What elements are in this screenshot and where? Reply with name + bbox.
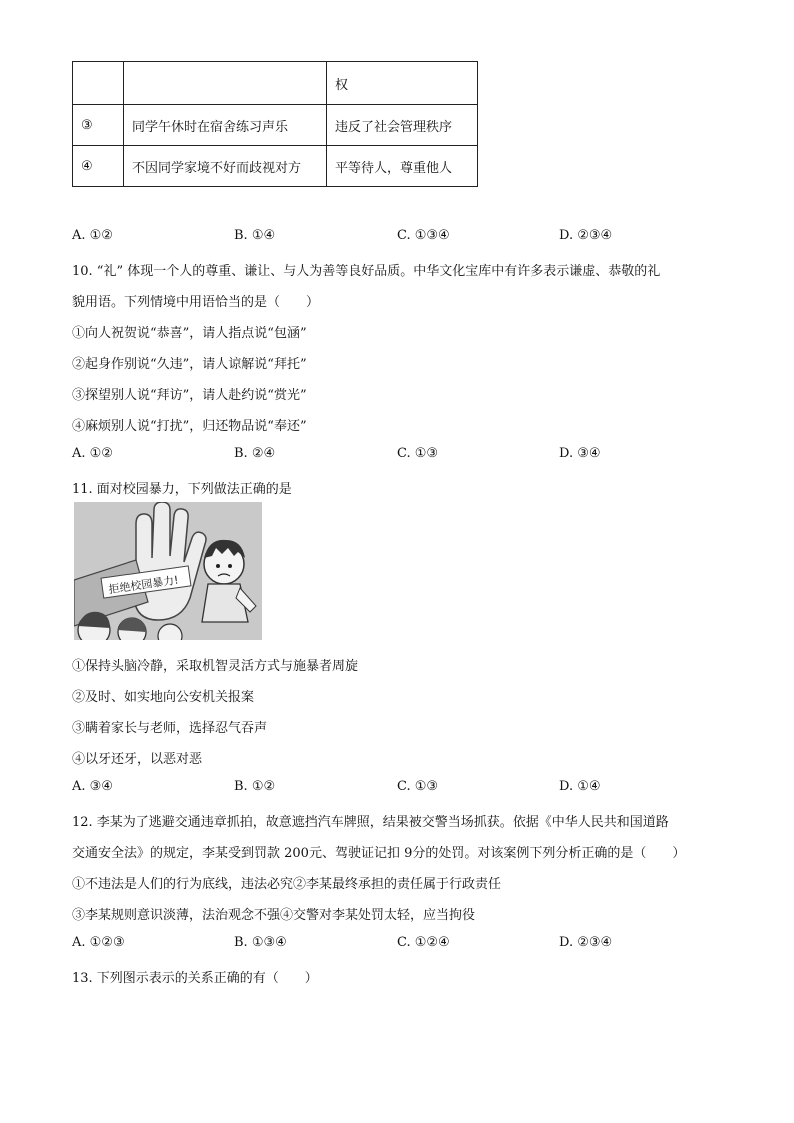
- q9-options: [72, 228, 722, 246]
- q11-options: [72, 779, 722, 797]
- option-c[interactable]: C. ①③: [397, 779, 439, 794]
- option-d[interactable]: D. ③④: [559, 446, 601, 461]
- q12-items-line2: ③李某规则意识淡薄，法治观念不强④交警对李某处罚太轻，应当拘役: [72, 908, 476, 923]
- option-a[interactable]: A. ①②: [72, 446, 113, 461]
- option-b[interactable]: B. ①④: [234, 228, 276, 243]
- option-c[interactable]: C. ①③: [397, 446, 439, 461]
- q11-item-4: ④以牙还牙，以恶对恶: [72, 752, 203, 767]
- question-table: [72, 61, 478, 187]
- q12-stem-line2: 交通安全法》的规定，李某受到罚款 200元、驾驶证记扣 9分的处罚。对该案例下列分析正确的是（ ）: [72, 846, 686, 861]
- q13-stem: 13. 下列图示表示的关系正确的有（ ）: [72, 971, 318, 986]
- option-d[interactable]: D. ②③④: [559, 935, 613, 950]
- anti-bullying-illustration: [74, 502, 262, 640]
- q10-options: [72, 446, 722, 464]
- q12-options: [72, 935, 722, 953]
- option-a[interactable]: A. ①②: [72, 228, 113, 243]
- q11-item-2: ②及时、如实地向公安机关报案: [72, 690, 255, 705]
- option-c[interactable]: C. ①②④: [397, 935, 450, 950]
- option-a[interactable]: A. ①②③: [72, 935, 125, 950]
- table-cell-num: [73, 62, 124, 105]
- q10-stem-line2: 貌用语。下列情境中用语恰当的是（ ）: [72, 295, 320, 310]
- q12-items-line1: ①不违法是人们的行为底线，违法必究②李某最终承担的责任属于行政责任: [72, 877, 502, 892]
- table-cell-situation: 同学午休时在宿舍练习声乐: [124, 105, 327, 146]
- q10-item-2: ②起身作别说“久违”，请人谅解说“拜托”: [72, 357, 307, 372]
- q11-item-3: ③瞒着家长与老师，选择忍气吞声: [72, 721, 268, 736]
- table-cell-analysis: 平等待人，尊重他人: [327, 146, 478, 187]
- table-cell-num: ③: [73, 105, 124, 146]
- option-b[interactable]: B. ①②: [234, 779, 276, 794]
- table-cell-situation: [124, 62, 327, 105]
- q10-item-1: ①向人祝贺说“恭喜”，请人指点说“包涵”: [72, 326, 307, 341]
- option-a[interactable]: A. ③④: [72, 779, 113, 794]
- option-d[interactable]: D. ①④: [559, 779, 601, 794]
- table-cell-num: ④: [73, 146, 124, 187]
- q12-stem-line1: 12. 李某为了逃避交通违章抓拍，故意遮挡汽车牌照，结果被交警当场抓获。依据《中华人民共和国道路: [72, 815, 669, 830]
- table-row: [73, 146, 478, 187]
- table-cell-analysis: 违反了社会管理秩序: [327, 105, 478, 146]
- q11-item-1: ①保持头脑冷静，采取机智灵活方式与施暴者周旋: [72, 659, 359, 674]
- table-row: [73, 105, 478, 146]
- q10-item-3: ③探望别人说“拜访”，请人赴约说“赏光”: [72, 388, 307, 403]
- option-d[interactable]: D. ②③④: [559, 228, 613, 243]
- q10-stem-line1: 10. “礼” 体现一个人的尊重、谦让、与人为善等良好品质。中华文化宝库中有许多表示谦虚、恭敬的礼: [72, 264, 661, 279]
- table-row: [73, 62, 478, 105]
- table-cell-situation: 不因同学家境不好而歧视对方: [124, 146, 327, 187]
- illustration-caption: 拒绝校园暴力!: [107, 573, 180, 597]
- q11-stem: 11. 面对校园暴力，下列做法正确的是: [72, 482, 292, 497]
- option-b[interactable]: B. ②④: [234, 446, 276, 461]
- option-b[interactable]: B. ①③④: [234, 935, 287, 950]
- illustration-art: [74, 502, 262, 640]
- q10-item-4: ④麻烦别人说“打扰”，归还物品说“奉还”: [72, 419, 307, 434]
- table-cell-analysis: 权: [327, 62, 478, 105]
- option-c[interactable]: C. ①③④: [397, 228, 450, 243]
